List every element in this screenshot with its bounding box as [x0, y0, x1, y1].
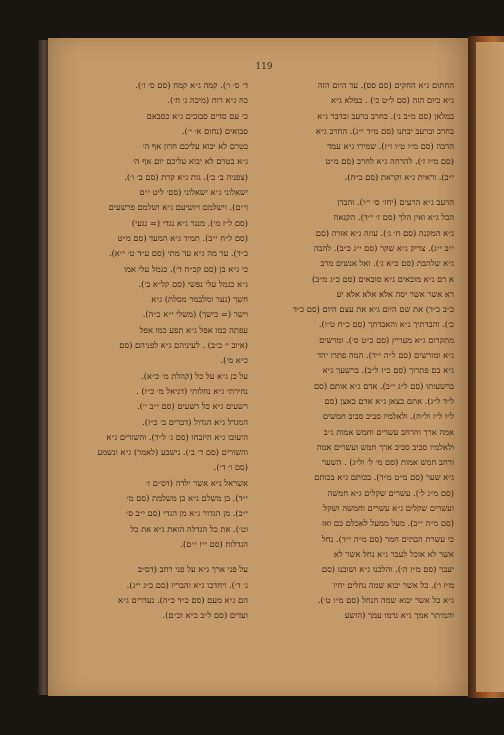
text-line: כ׳). והבדתיך ג״א והאבדתך (סם כ״ח ט״ו). — [318, 319, 454, 330]
text-line: סבואים (נחום א׳ י׳). — [181, 125, 248, 136]
text-line: כ״א מ׳). — [220, 355, 248, 366]
left-text-column — [62, 78, 248, 623]
text-line: י״ב). וראית ג״א וקראת (סם כ״ח). — [344, 171, 454, 182]
text-line: ג״א שער (סם מ״ט מ״ד). בכותם ג״א בכותם — [314, 472, 454, 483]
text-line: כי עם סדים סבובים ג״א כסבאם — [146, 110, 248, 121]
text-line: בחרב וברעב יבתנו (סם מ״ד י״ג). החרב ג״א — [315, 125, 454, 136]
text-line: ברשעותו (סם ל״ג י״ב). אדם ג״א אותם (סם — [313, 380, 454, 391]
text-line: הרעב ג״א הרעים (יחז׳ ס׳ י״ו). והבדן — [337, 197, 454, 208]
text-line: (סם מ״ג ל׳). עשרים שקלים ג״א חמשה — [327, 487, 454, 498]
facing-page-edge — [476, 42, 504, 692]
text-line: ד׳ ס׳ ו׳). קמה ג״א קמח (סם ס׳ ז׳). — [135, 80, 248, 90]
text-line: כי עשרת הבתים חמר (סם מ״ה י״ד). נחל — [321, 533, 454, 544]
text-line: ג״א בטרם לא יבוא עליכם יום אף ה׳ — [132, 156, 248, 167]
right-text-column — [262, 78, 454, 623]
text-line: כ״ב כ״ד) את שם היום ג״א את עצם היום (סם כ״ד — [292, 304, 454, 315]
text-line — [62, 552, 248, 562]
text-line: על כן ג״א על כל (קהלת מ׳ כ״א). — [141, 370, 248, 381]
text-line: (סם מ״ה י״ב). מעל ממעל לאכלם כם ואז — [321, 518, 454, 529]
text-line: (סם ל״ז מ׳). מנגר ג״א נגדי (= נגעי) — [131, 217, 248, 228]
text-line: ג״א המקנה (סם ח׳ ג׳). עוזה ג״א אזרה (סם — [315, 227, 454, 238]
text-line: והמיתר אמך ג״א נדמו עמך (הושע — [344, 610, 454, 621]
text-line: וישר (= כישך) (משלי י״א כ״ה). — [142, 309, 248, 320]
text-line: ג״א כגמל עלי נפשי (סם קל״א ב׳). — [138, 278, 248, 289]
text-line: ועשרים שקלים ג״א עשרים וחמשה ושקל — [323, 503, 454, 514]
text-line: אמה ארך והרחב עשרים וחמש אמות ג״ב — [323, 426, 454, 437]
text-line: כח ג״א רוח (מיכה ג׳ ח׳). — [167, 95, 248, 106]
text-line: אשראל ג״א אשר ילדה (דס״ם ז׳ — [145, 477, 248, 488]
text-line: כי ג״א בן (סם קכ״ח ד׳). כגמל עלי אמו — [123, 263, 248, 274]
text-line: המגדל ג״א הגדול (דברים ב׳ כ״ז). — [142, 416, 248, 427]
text-line: ג׳ ד׳). ויחדבו ג״א והבריו (סם כ״ג י״ג). — [126, 579, 248, 590]
text-line: עפתה כמו אפל ג״א תפע כמו אפל — [139, 324, 248, 335]
text-line: נחירתי ג״א נחלותי (דניאל מ׳ כ״ז) . — [136, 385, 248, 396]
text-line: א רם ג״א מובאים ג״א סובאים (סם כ״ג מ״ב) — [312, 273, 454, 284]
text-line: הרבה (סם מ״ו ט״ו ו״ז). שמירו ג״א עמד — [327, 141, 454, 152]
text-line: ל״ד ל״ג). אתם כצאן ג״א אדם כאצן (סם — [324, 395, 454, 406]
text-line: ורחב חמש אמות (סם מ׳ ל׳ ול״ג) . השער — [322, 457, 454, 468]
text-line: (צפניה ב׳ ב׳). גות ג״א קרת (סם ב׳ ו׳). — [124, 171, 248, 182]
text-line: מ״ז ו׳). כל אשר יבוא שמה נחלים יחיו — [333, 579, 454, 590]
text-line — [262, 185, 454, 195]
text-line: והשורים (סם ד׳ ב׳). נישבע (לאמר) ג״א ונשמע — [97, 447, 248, 458]
page-number: 119 — [255, 62, 273, 72]
text-line: י״ב י״ג). צדיק ג״א שקר (סם י״ג כ״ב). להבה — [313, 242, 454, 253]
text-line: ג״א כיום הזה (סם ל״ט כ׳) . במלא ג״א — [330, 95, 454, 106]
text-line: י״ד). בן משלם ג״א בן משלמת (סם מ׳ — [126, 493, 248, 504]
text-line: הם ג״א מעם (סם כ״ד כ״ה). נעדרים ג״א — [118, 594, 248, 605]
text-line: היעזבו ג״א היזבחו (סם ג׳ ל״ד). והשורים ג״א — [106, 431, 248, 442]
text-line: י״ב). מן הגדור ג״א מן הגדי (סם י״ב ס׳ — [126, 508, 248, 519]
text-line: אשר לא אוכל לעבר ג״א נחל אשר לא — [333, 548, 454, 559]
text-line: רא אשר אשר יסה אלא אלא אלא יע — [336, 288, 454, 299]
text-line: (איוב י׳ כ״ב) . לעיניהם ג״א לפניהם (סם — [119, 340, 248, 351]
text-line: בטרם לא יבוא עליכם חרון אף ה׳ — [142, 141, 248, 152]
text-line: ועדים (סם ל״ב כ״א וכ״ם). — [162, 610, 248, 621]
text-line: (סם ל״ח י״ב). תמיד ג״א המעד (סם מ״ט — [117, 232, 248, 243]
text-line: חשך (נער ומלבמר מסלת) ג״א — [151, 294, 248, 305]
text-line: על פני ארך ג״א על פני רחב (דס״ב — [137, 564, 248, 575]
text-line: ולאלמיו סביב סביב ארך חמש ועשרים אמה — [316, 441, 454, 452]
text-line: ג״א כל אשר יבוא שמה הנחל (סם מ״ו ט׳). — [317, 594, 454, 605]
text-line: ישאלוני ג״א ישאלוני (סם׳ ליט י״ם — [139, 187, 248, 198]
text-line: הבל ג״א ואין הלך (סם ז׳ י״ד). הקנאה — [333, 212, 454, 223]
text-line: כ״ד). ער מה ג״א עד מתי (סם ע״ד ט׳ י״א). — [108, 248, 248, 259]
text-line: (סם ו׳ ד׳). — [213, 462, 248, 473]
text-line: רשעים ג״א כל רשעים (סם י״ב י׳). — [136, 401, 248, 412]
text-line: במלאן (סם מ״ב נ׳). בחרב ברעב ובדבר ג״א — [317, 110, 454, 121]
text-line: ג״א בם פתרוך (סם כ״ז ל״ב). ברשעך ג״א — [322, 365, 454, 376]
text-line: ל״ו ל״ז ול״ח). ולאלמיו סביב סביב חמשים — [322, 411, 454, 422]
text-line: יעבר (סם מ״ז ה׳). והלכנו ג״א ושובנו (סם — [321, 564, 454, 575]
text-line: וט׳). את כל הגדלה הזאת ג״א את כל — [130, 523, 248, 534]
text-line: החתום ג״א החקים (סם סס). עד היום הזה — [317, 80, 454, 90]
text-line: ג״א ומורשים (סם ל״ה י״ד). המה פתרו יהד — [317, 350, 454, 361]
text-line: הגדלות (סם י״ז י״ם). — [180, 538, 248, 549]
text-line: ג״א שלהבת (סם כ״א ג׳). ואל אנשים מרב — [320, 258, 454, 269]
text-line: (סם מ״ז ז׳). להרחה ג״א לחרב (סם מ״ט — [325, 156, 454, 167]
text-line: מתקרום ג״א מעריץ (סם כ״ט ס׳). ומרשים — [319, 334, 454, 345]
text-line: וי״ם). וישלמם ויושיעם ג״א ושלמם פרשעים — [108, 202, 248, 213]
